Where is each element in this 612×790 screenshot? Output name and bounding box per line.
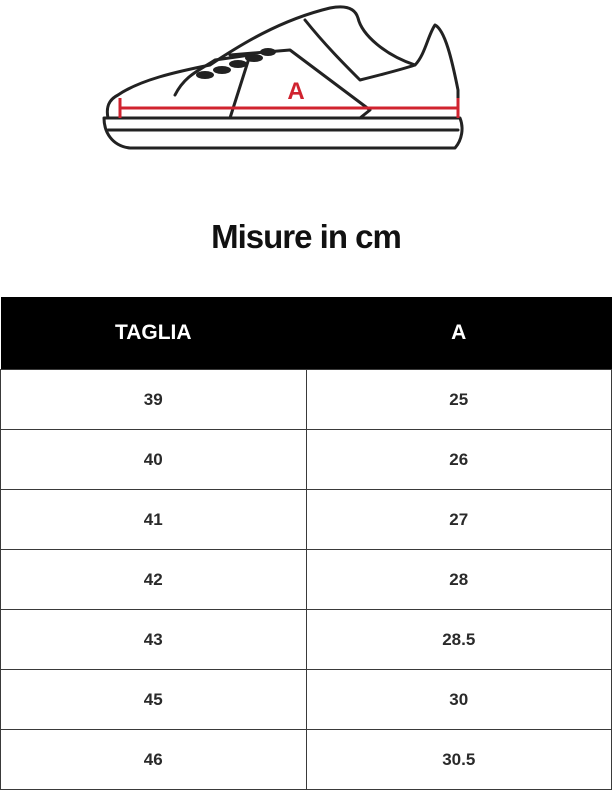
table-row	[1, 610, 612, 670]
table-row	[1, 490, 612, 550]
table-header-row	[1, 297, 612, 370]
measurement-marker-label: A	[287, 78, 305, 105]
table-row	[1, 730, 612, 790]
shoe-illustration	[0, 0, 612, 170]
table-row	[1, 370, 612, 430]
size-table	[0, 297, 612, 790]
header-a: A	[306, 297, 612, 370]
header-taglia: TAGLIA	[1, 297, 307, 370]
table-row	[1, 430, 612, 490]
table-row	[1, 670, 612, 730]
cell-a: 30.5	[306, 730, 612, 790]
table-row	[1, 550, 612, 610]
cell-a: 27	[306, 490, 612, 550]
cell-a: 26	[306, 430, 612, 490]
cell-taglia: 40	[1, 430, 307, 490]
cell-a: 30	[306, 670, 612, 730]
cell-taglia: 46	[1, 730, 307, 790]
cell-a: 25	[306, 370, 612, 430]
cell-taglia: 43	[1, 610, 307, 670]
cell-taglia: 45	[1, 670, 307, 730]
shoe-sole	[104, 118, 462, 148]
cell-taglia: 41	[1, 490, 307, 550]
cell-taglia: 39	[1, 370, 307, 430]
cell-taglia: 42	[1, 550, 307, 610]
cell-a: 28	[306, 550, 612, 610]
heel-panel	[305, 20, 415, 80]
page-title: Misure in cm	[211, 218, 401, 255]
shoe-upper-outline	[107, 7, 458, 118]
cell-a: 28.5	[306, 610, 612, 670]
